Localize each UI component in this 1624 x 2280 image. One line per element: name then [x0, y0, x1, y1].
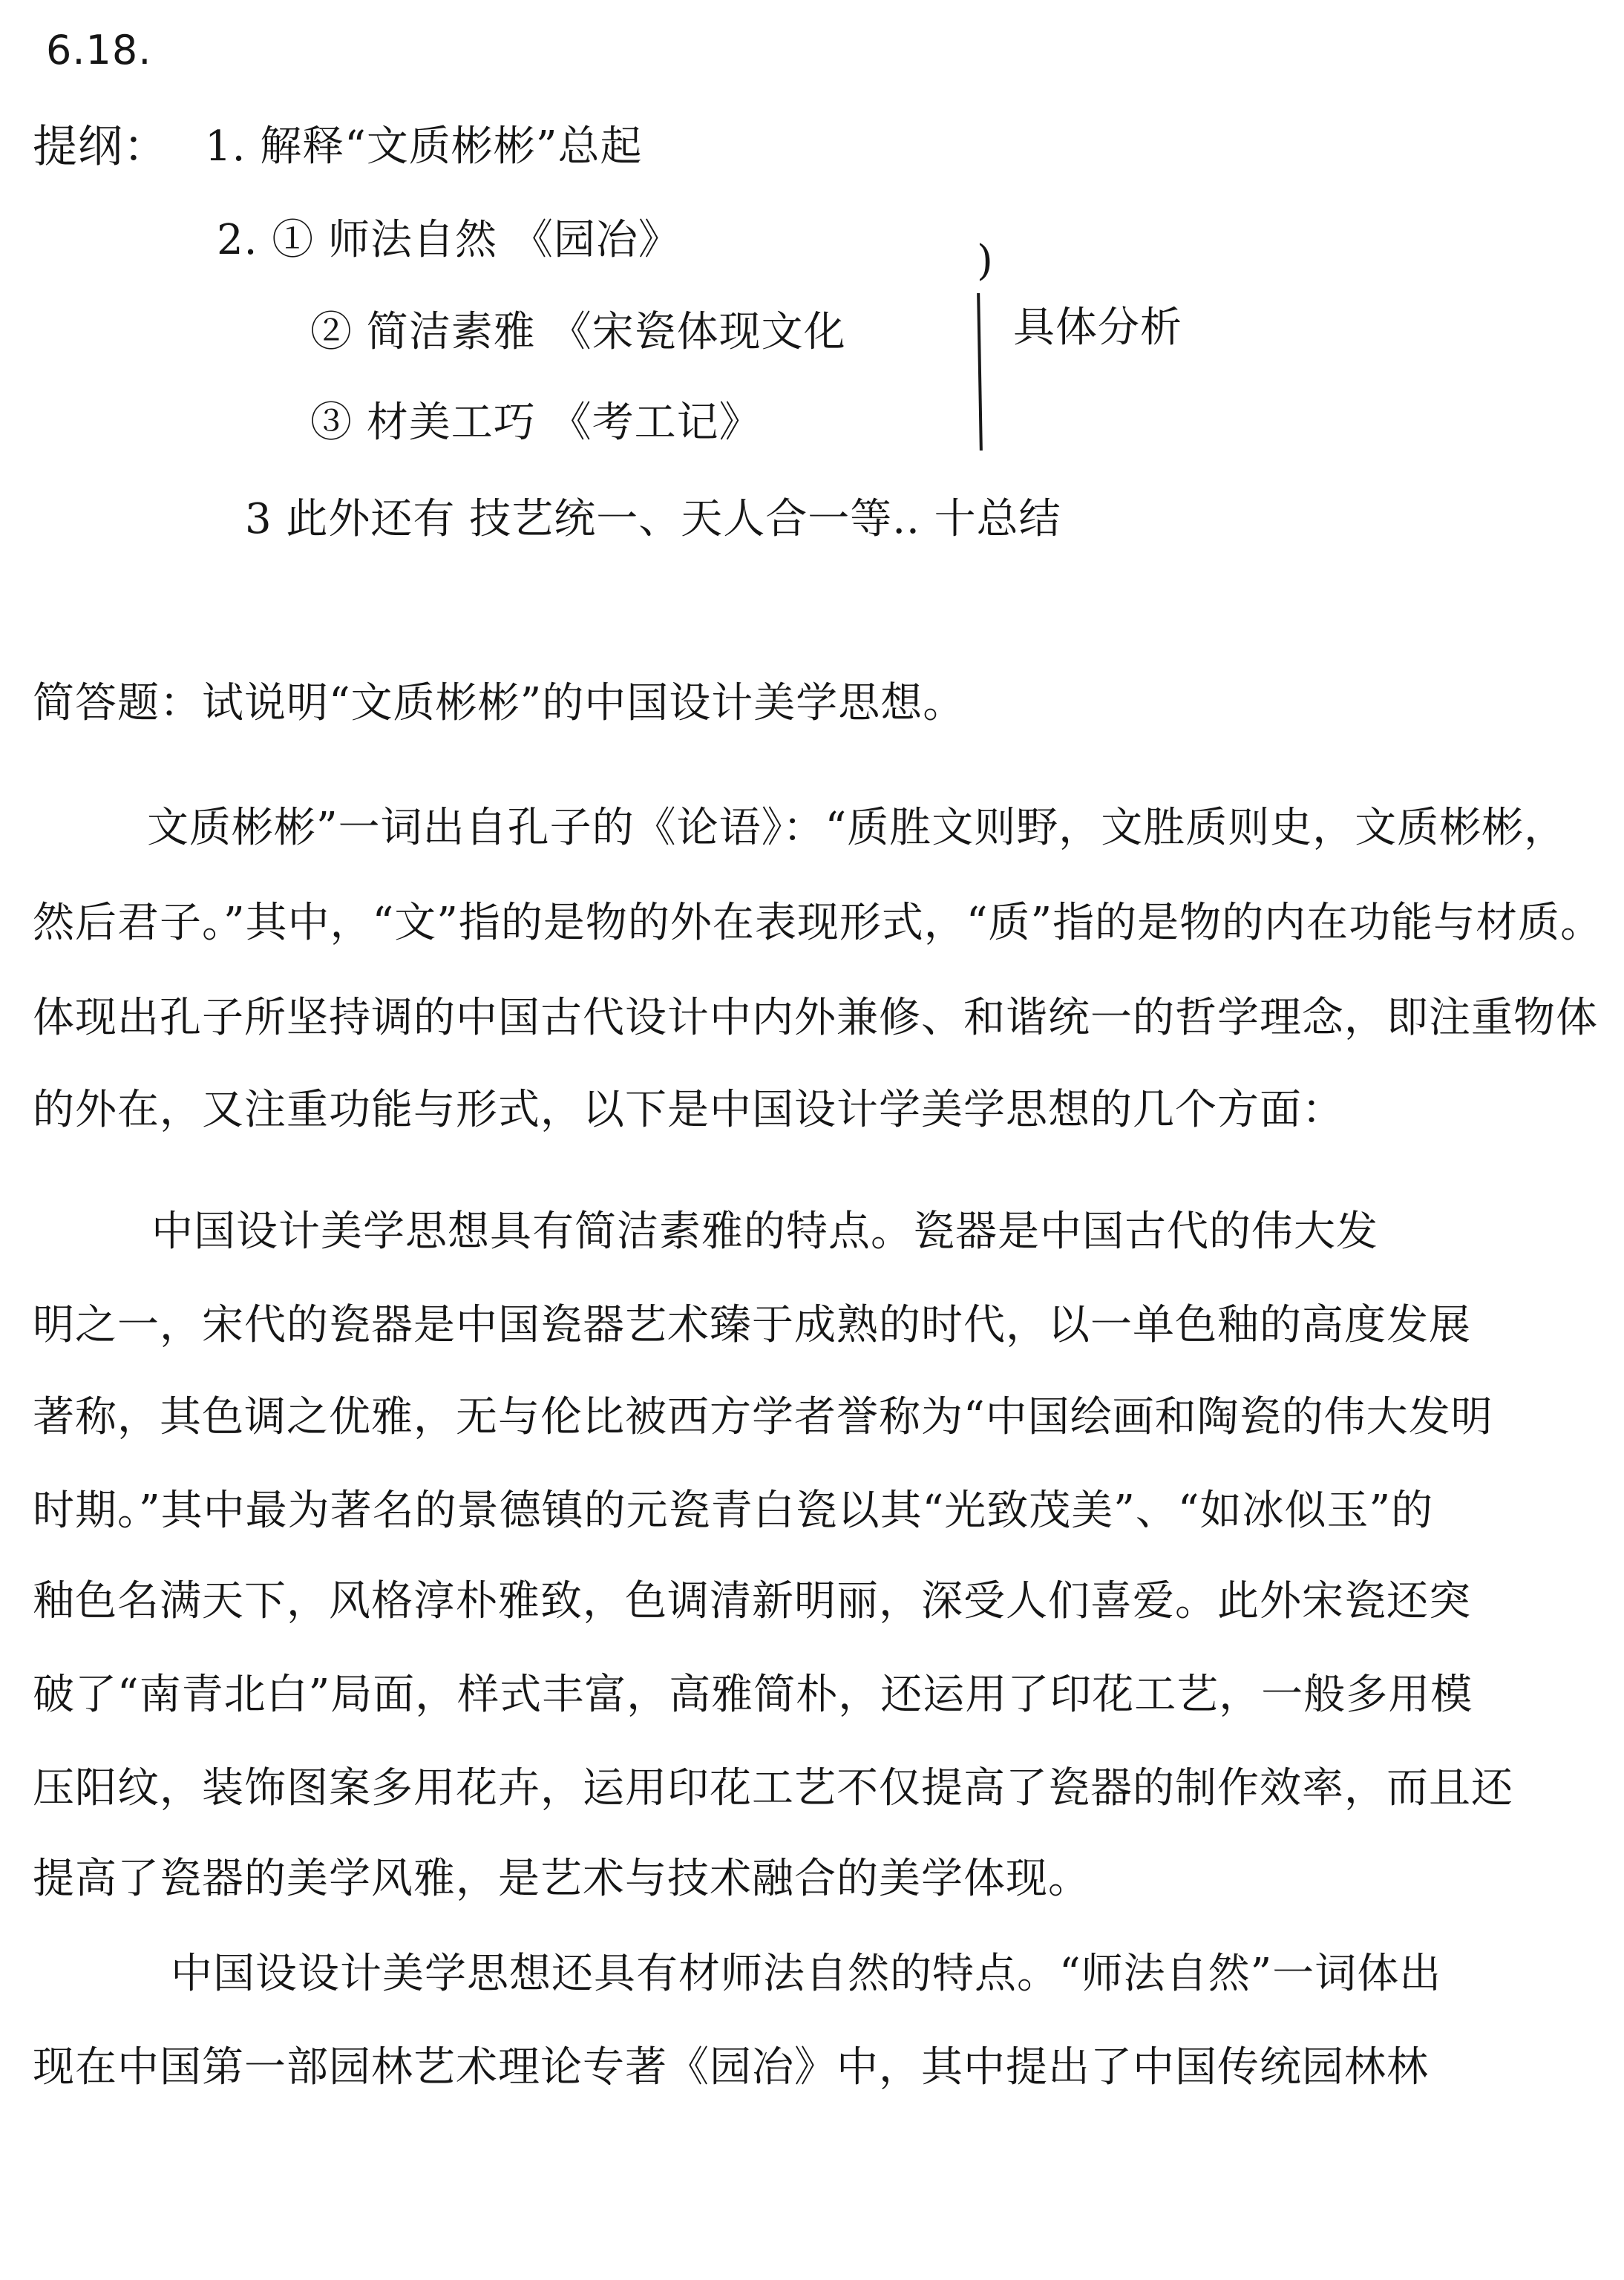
paragraph-line-14: 现在中国第一部园林艺术理论专著《园冶》中，其中提出了中国传统园林林 — [33, 2043, 1429, 2091]
outline-item-2: 2. ① 师法自然 《园冶》 — [217, 216, 681, 264]
paragraph-line-1: 文质彬彬”一词出自孔子的《论语》：“质胜文则野，文胜质则史，文质彬彬， — [147, 804, 1567, 852]
outline-item-2c: ③ 材美工巧 《考工记》 — [310, 399, 762, 447]
outline-item-2b: ② 简洁素雅 《宋瓷体现文化 — [310, 308, 846, 356]
paragraph-line-11: 压阳纹，装饰图案多用花卉，运用印花工艺不仅提高了瓷器的制作效率，而且还 — [33, 1764, 1513, 1812]
bracket-note: 具体分析 — [1013, 304, 1182, 352]
paragraph-line-3: 体现出孔子所坚持调的中国古代设计中内外兼修、和谐统一的哲学理念，即注重物体 — [33, 994, 1598, 1042]
paragraph-line-13: 中国设设计美学思想还具有材师法自然的特点。“师法自然”一词体出 — [171, 1950, 1442, 1998]
bracket-mark: ) — [977, 237, 993, 285]
paragraph-line-7: 著称，其色调之优雅，无与伦比被西方学者誉称为“中国绘画和陶瓷的伟大发明 — [33, 1393, 1493, 1441]
outline-label: 提纲： — [33, 121, 168, 173]
question-heading: 简答题：试说明“文质彬彬”的中国设计美学思想。 — [33, 679, 966, 727]
bracket-line — [977, 293, 983, 451]
paragraph-line-6: 明之一，宋代的瓷器是中国瓷器艺术臻于成熟的时代，以一单色釉的高度发展 — [33, 1301, 1471, 1349]
paragraph-line-2: 然后君子。”其中，“文”指的是物的外在表现形式，“质”指的是物的内在功能与材质。 — [33, 899, 1603, 947]
paragraph-line-10: 破了“南青北白”局面，样式丰富，高雅简朴，还运用了印花工艺，一般多用模 — [33, 1671, 1473, 1719]
outline-item-3: 3 此外还有 技艺统一、天人合一等.. 十总结 — [245, 495, 1061, 543]
paragraph-line-5: 中国设计美学思想具有简洁素雅的特点。瓷器是中国古代的伟大发 — [151, 1208, 1378, 1256]
paragraph-line-12: 提高了瓷器的美学风雅，是艺术与技术融合的美学体现。 — [33, 1855, 1090, 1903]
paragraph-line-9: 釉色名满天下，风格淳朴雅致，色调清新明丽，深受人们喜爱。此外宋瓷还突 — [33, 1577, 1471, 1625]
outline-item-1: 1. 解释“文质彬彬”总起 — [205, 122, 643, 171]
paragraph-line-4: 的外在，又注重功能与形式，以下是中国设计学美学思想的几个方面： — [33, 1086, 1344, 1134]
date-heading: 6.18. — [46, 27, 152, 73]
paragraph-line-8: 时期。”其中最为著名的景德镇的元瓷青白瓷以其“光致茂美”、“如冰似玉”的 — [33, 1487, 1434, 1535]
